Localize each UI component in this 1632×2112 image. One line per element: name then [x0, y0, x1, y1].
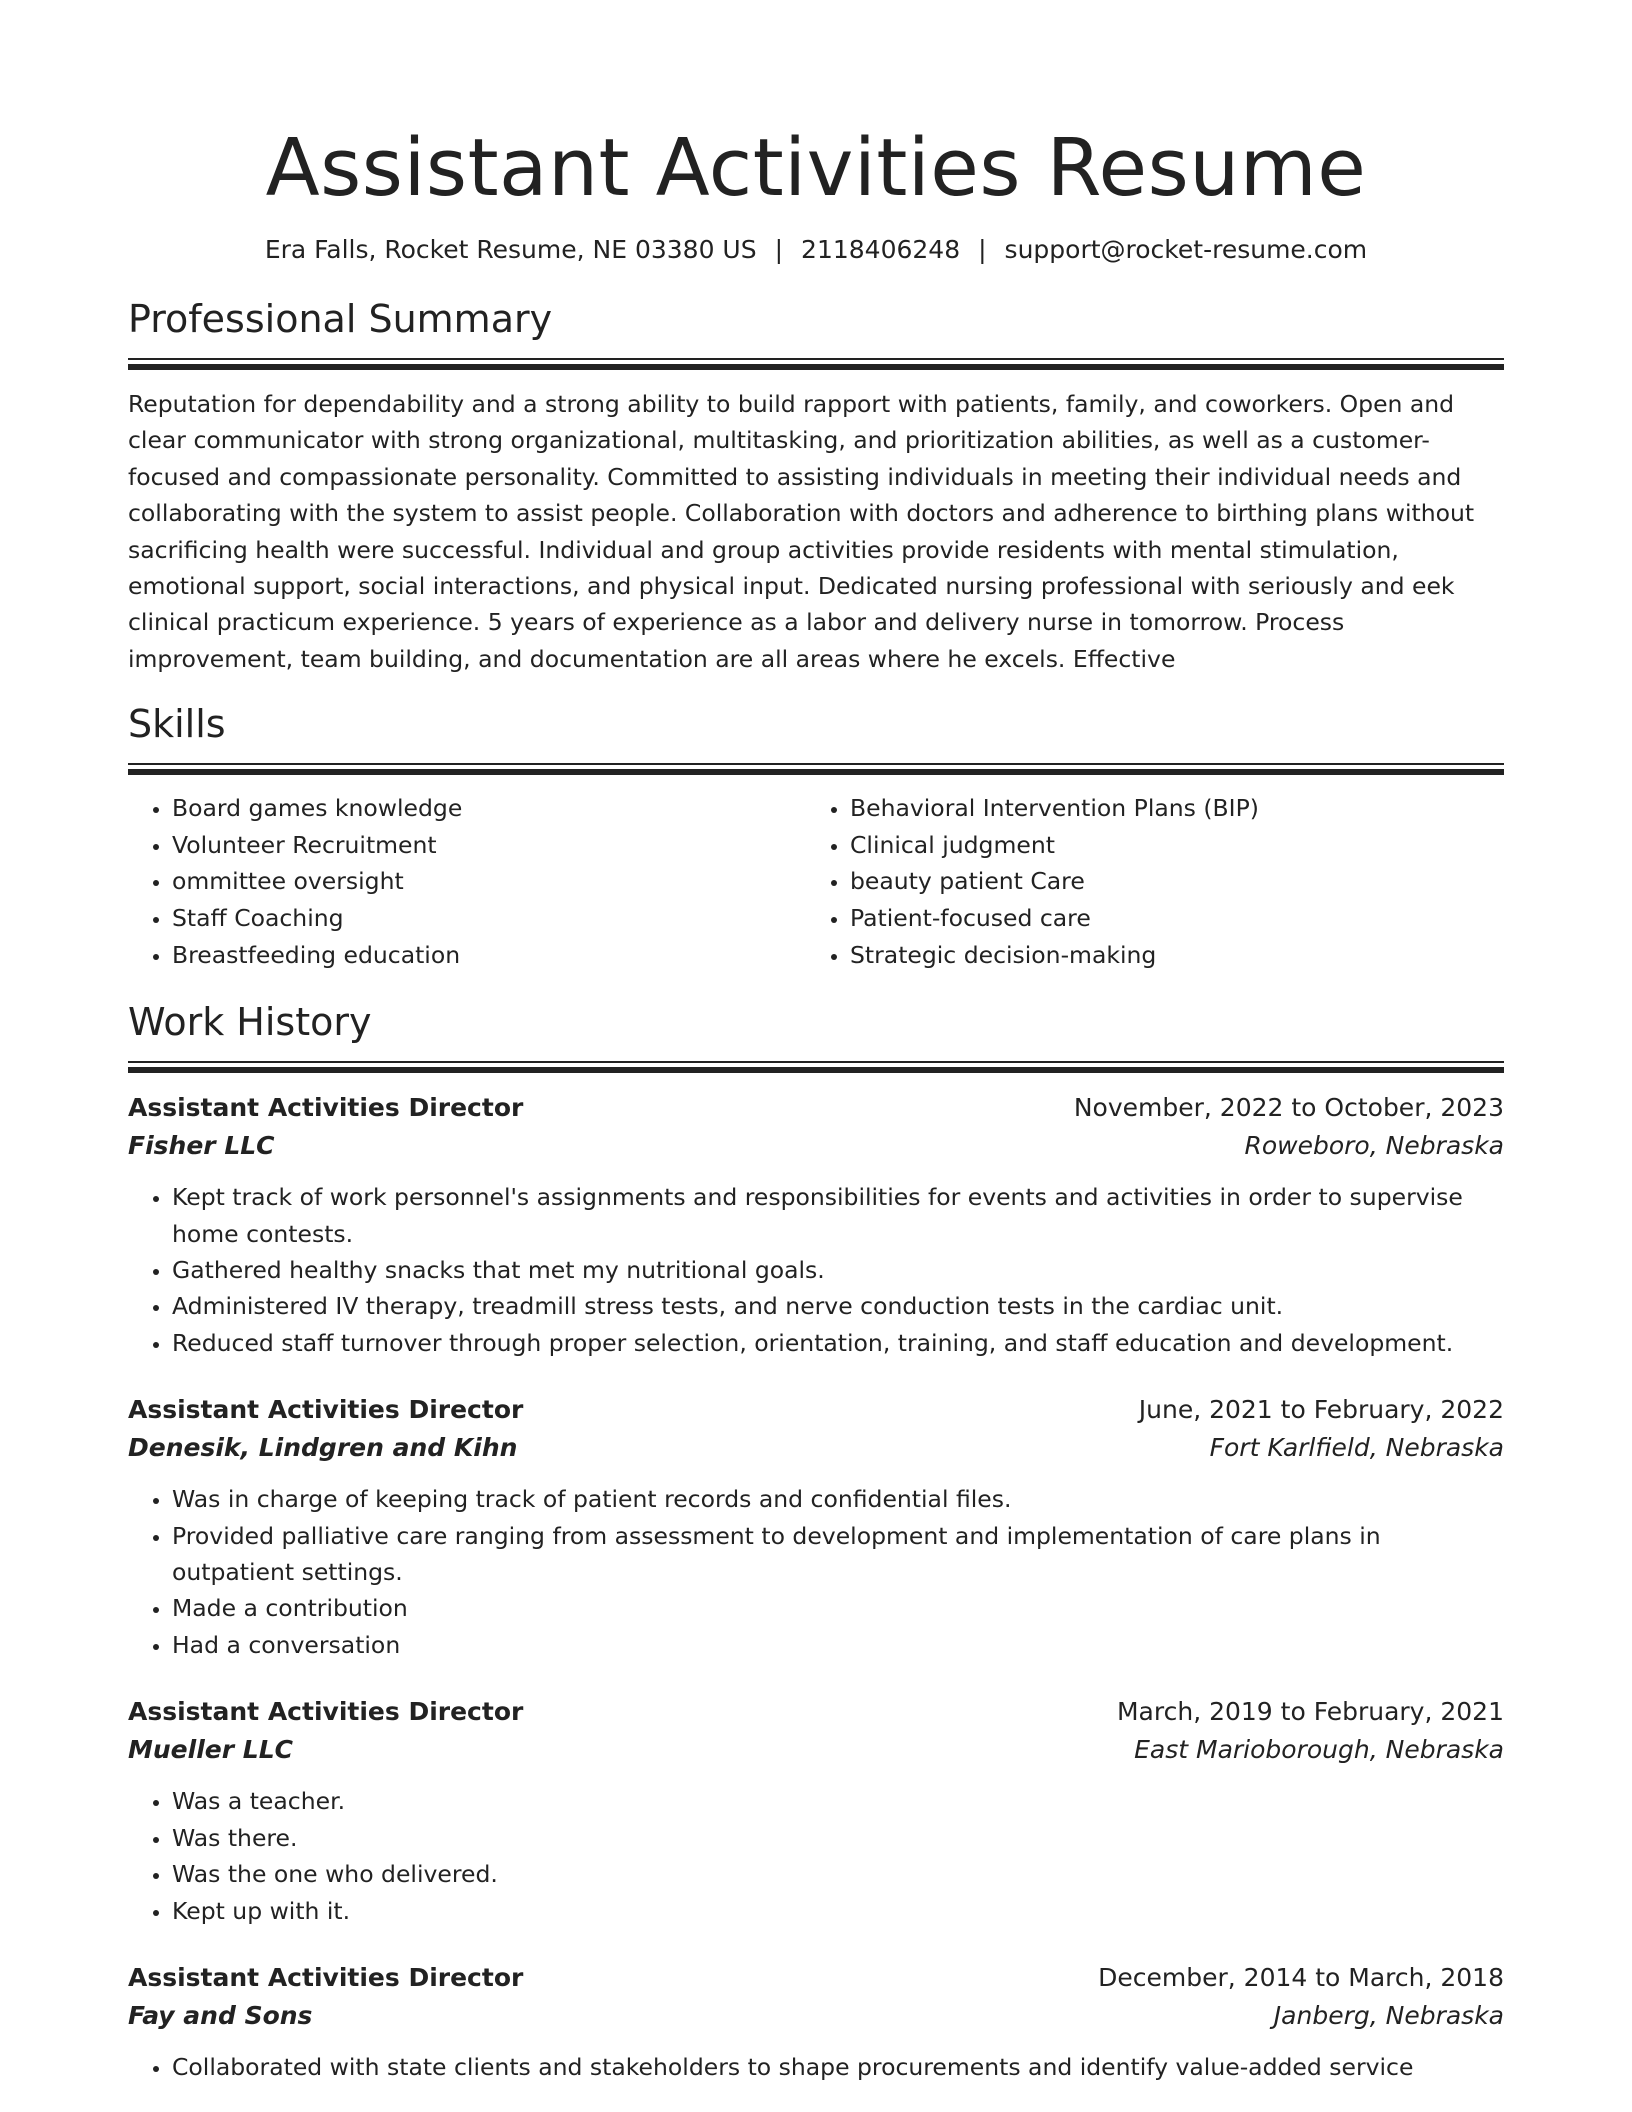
job-entry: [128, 1959, 1504, 2085]
job-bullet: • Made a contribution: [172, 1590, 1504, 1626]
job-bullets: [128, 1179, 1504, 1361]
skill-item: • beauty patient Care: [850, 863, 1484, 900]
summary-text: Reputation for dependability and a strong ability to build rapport with patients, family, and coworkers. Open and clear communicator with strong organizational, multitasking, and prioritization abilities, as well as a customer-focused and compassionate personality. Committed to assisting individuals in meeting their individual needs and collaborating with the system to assist people. Collaboration with doctors and adherence to birthing plans without sacrificing health were successful. Individual and group activities provide residents with mental stimulation, emotional support, social interactions, and physical input. Dedicated nursing professional with seriously and eek clinical practicum experience. 5 years of experience as a labor and delivery nurse in tomorrow. Process improvement, team building, and documentation are all areas where he excels. Effective: [128, 390, 1475, 673]
job-entry: [128, 1391, 1504, 1663]
skills-list-left: [128, 790, 806, 973]
job-location: East Marioborough, Nebraska: [1134, 1735, 1504, 1765]
resume-page: [128, 0, 1504, 2085]
skills-heading: Skills: [128, 702, 226, 747]
job-title: Assistant Activities Director: [128, 1697, 524, 1727]
job-entry: [128, 1693, 1504, 1929]
job-bullet: • Was the one who delivered.: [172, 1856, 1504, 1892]
job-title: Assistant Activities Director: [128, 1093, 524, 1123]
skill-item: • Volunteer Recruitment: [172, 827, 806, 864]
job-bullet: • Was a teacher.: [172, 1783, 1504, 1819]
skill-item: • Behavioral Intervention Plans (BIP): [850, 790, 1484, 827]
contact-line: [128, 234, 1504, 266]
job-title: Assistant Activities Director: [128, 1962, 524, 1992]
job-dates: December, 2014 to March, 2018: [1098, 1962, 1504, 1992]
job-company: Fay and Sons: [128, 2000, 313, 2030]
skill-item: • Patient-focused care: [850, 900, 1484, 937]
job-bullet: • Kept track of work personnel's assignments and responsibilities for events and activities in order to supervise home contests.: [172, 1179, 1504, 1252]
skills-columns: [128, 790, 1504, 973]
skill-item: • Board games knowledge: [172, 790, 806, 827]
summary-heading: Professional Summary: [128, 297, 553, 341]
section-divider: [128, 358, 1504, 370]
job-bullet: • Had a conversation: [172, 1627, 1504, 1663]
job-location: Janberg, Nebraska: [1273, 2000, 1504, 2030]
section-divider: [128, 1061, 1504, 1073]
work-history-heading: Work History: [128, 1000, 372, 1045]
contact-email: support@rocket-resume.com: [1004, 235, 1368, 264]
job-bullets: [128, 2049, 1504, 2085]
job-company: Denesik, Lindgren and Kihn: [128, 1433, 518, 1463]
job-dates: June, 2021 to February, 2022: [1138, 1395, 1504, 1425]
job-dates: March, 2019 to February, 2021: [1116, 1697, 1504, 1727]
job-bullet: • Was there.: [172, 1820, 1504, 1856]
section-divider: [128, 763, 1504, 775]
job-bullet: • Provided palliative care ranging from assessment to development and implementation of care plans in outpatient settings.: [172, 1518, 1504, 1591]
job-company: Mueller LLC: [128, 1735, 293, 1765]
job-dates: November, 2022 to October, 2023: [1073, 1093, 1504, 1123]
summary-section: [128, 296, 1504, 677]
skill-item: • Strategic decision-making: [850, 937, 1484, 974]
job-bullet: • Kept up with it.: [172, 1893, 1504, 1929]
job-bullet: • Collaborated with state clients and stakeholders to shape procurements and identify value-added service: [172, 2049, 1504, 2085]
contact-separator: |: [774, 235, 784, 264]
job-company: Fisher LLC: [128, 1131, 275, 1161]
skills-list-right: [806, 790, 1484, 973]
job-bullet: • Administered IV therapy, treadmill stress tests, and nerve conduction tests in the cardiac unit.: [172, 1288, 1504, 1324]
contact-phone: 2118406248: [801, 235, 961, 264]
skill-item: • Clinical judgment: [850, 827, 1484, 864]
contact-address: Era Falls, Rocket Resume, NE 03380 US: [264, 235, 757, 264]
job-bullet: • Reduced staff turnover through proper selection, orientation, training, and staff education and development.: [172, 1325, 1504, 1361]
skill-item: • ommittee oversight: [172, 863, 806, 900]
skill-item: • Breastfeeding education: [172, 937, 806, 974]
job-bullets: [128, 1783, 1504, 1929]
job-title: Assistant Activities Director: [128, 1395, 524, 1425]
job-bullet: • Gathered healthy snacks that met my nutritional goals.: [172, 1252, 1504, 1288]
skill-item: • Staff Coaching: [172, 900, 806, 937]
contact-separator: |: [978, 235, 987, 264]
work-history-section: [128, 999, 1504, 2085]
resume-title: Assistant Activities Resume: [265, 122, 1367, 214]
job-entry: [128, 1089, 1504, 1361]
job-bullets: [128, 1481, 1504, 1663]
job-location: Roweboro, Nebraska: [1244, 1131, 1504, 1161]
skills-section: [128, 701, 1504, 973]
job-bullet: • Was in charge of keeping track of patient records and confidential files.: [172, 1481, 1504, 1517]
job-location: Fort Karlfield, Nebraska: [1209, 1433, 1504, 1463]
